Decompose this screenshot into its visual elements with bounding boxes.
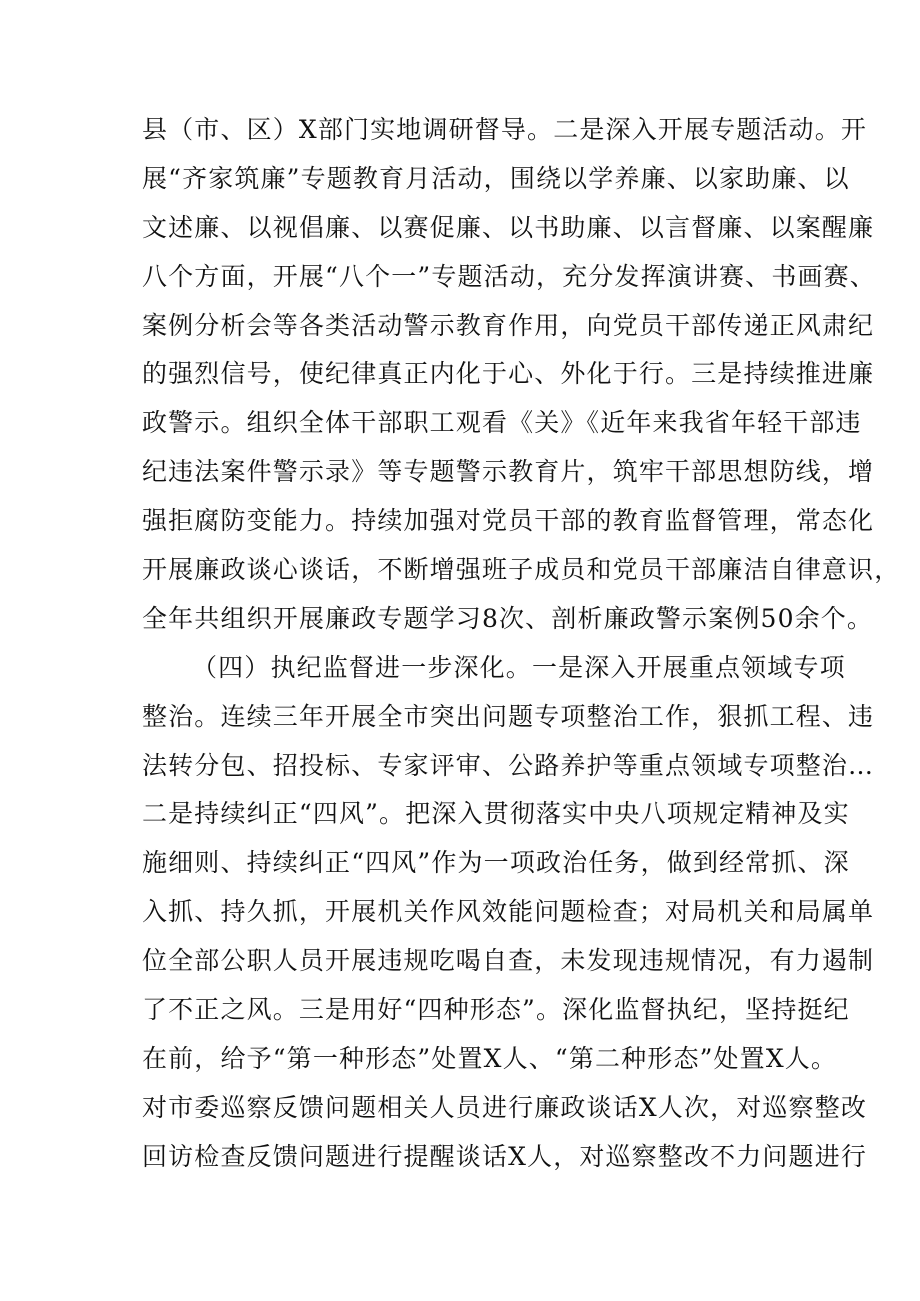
text-line: 回访检查反馈问题进行提醒谈话X人，对巡察整改不力问题进行 [142,1141,868,1171]
text-line: 展“齐家筑廉”专题教育月活动，围绕以学养廉、以家助廉、以 [142,163,850,193]
text-line: 在前，给予“第一种形态”处置X人、“第二种形态”处置X人。 [142,1043,838,1073]
text-line: 纪违法案件警示录》等专题警示教育片，筑牢干部思想防线，增 [142,457,875,487]
section-heading-line: （四）执纪监督进一步深化。一是深入开展重点领域专项 [192,652,846,682]
text-line: 八个方面，开展“八个一”专题活动，充分发挥演讲赛、书画赛、 [142,261,876,291]
text-line: 入抓、持久抓，开展机关作风效能问题检查；对局机关和局属单 [142,897,875,927]
text-line: 开展廉政谈心谈话，不断增强班子成员和党员干部廉洁自律意识， [142,555,901,585]
body-text [142,106,901,1182]
text-line: 的强烈信号，使纪律真正内化于心、外化于行。三是持续推进廉 [142,359,875,389]
text-line: 法转分包、招投标、专家评审、公路养护等重点领域专项整治… [142,750,875,780]
text-line: 施细则、持续纠正“四风”作为一项政治任务，做到经常抓、深 [142,848,850,878]
text-line: 县（市、区）X部门实地调研督导。二是深入开展专题活动。开 [142,115,868,144]
text-line: 强拒腐防变能力。持续加强对党员干部的教育监督管理，常态化 [142,506,875,536]
text-line: 对市委巡察反馈问题相关人员进行廉政谈话X人次，对巡察整改 [142,1092,868,1122]
text-line: 政警示。组织全体干部职工观看《关》《近年来我省年轻干部违 [142,408,862,438]
text-line: 文述廉、以视倡廉、以赛促廉、以书助廉、以言督廉、以案醒廉 [142,212,875,242]
text-line: 整治。连续三年开展全市突出问题专项整治工作，狠抓工程、违 [142,701,875,731]
text-line: 位全部公职人员开展违规吃喝自查，未发现违规情况，有力遏制 [142,946,875,976]
text-line: 全年共组织开展廉政专题学习8次、剖析廉政警示案例50余个。 [142,603,874,633]
text-line: 案例分析会等各类活动警示教育作用，向党员干部传递正风肃纪 [142,310,875,340]
text-line: 了不正之风。三是用好“四种形态”。深化监督执纪，坚持挺纪 [142,995,850,1025]
text-line: 二是持续纠正“四风”。把深入贯彻落实中央八项规定精神及实 [142,799,850,829]
